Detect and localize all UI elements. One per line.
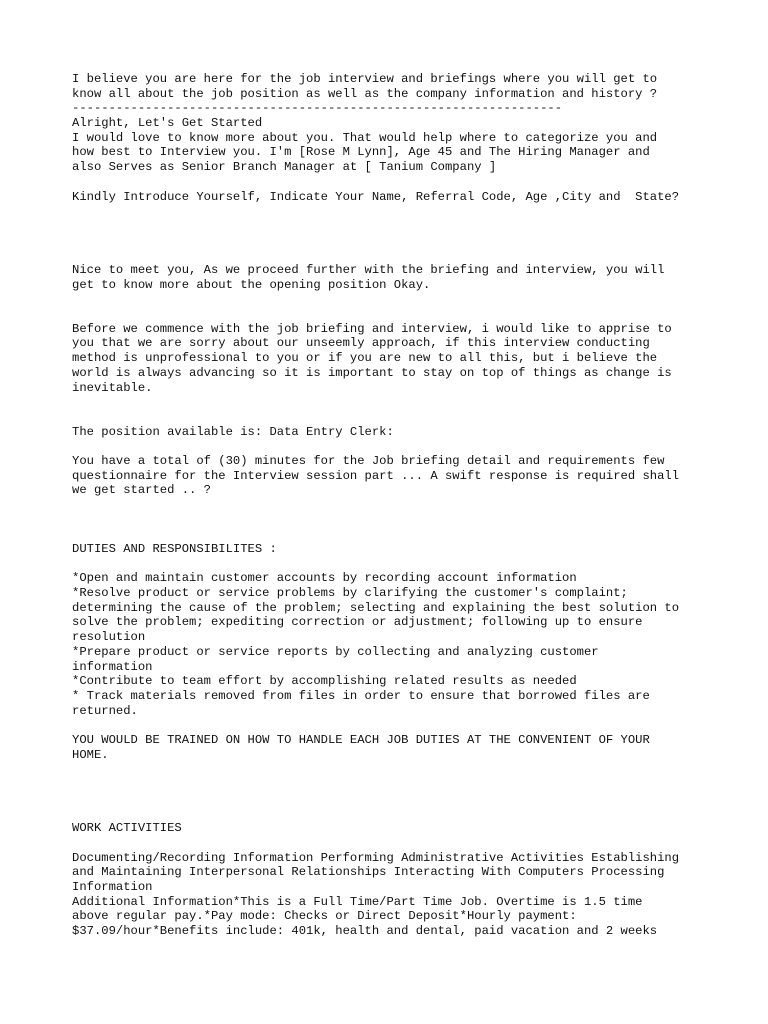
divider-line: ------------------------------------------------------------------- [72,101,563,116]
position-line: The position available is: Data Entry Clerk: [72,424,394,439]
work-line: Additional Information*This is a Full Time/Part Time Job. Overtime is 1.5 time [72,894,643,909]
apology-section [72,322,712,395]
apology-line: Before we commence with the job briefing and interview, i would like to apprise to [72,321,672,336]
duties-section [72,542,712,718]
meet-section [72,263,712,292]
training-line: HOME. [72,747,109,762]
work-line: $37.09/hour*Benefits include: 401k, health and dental, paid vacation and 2 weeks [72,923,658,938]
about-line: I would love to know more about you. That would help where to categorize you and [72,130,658,145]
apology-line: you that we are sorry about our unseemly approach, if this interview conducting [72,336,650,351]
duty-line: *Prepare product or service reports by collecting and analyzing customer [72,644,599,659]
training-line: YOU WOULD BE TRAINED ON HOW TO HANDLE EACH JOB DUTIES AT THE CONVENIENT OF YOUR [72,732,650,747]
work-line: and Maintaining Interpersonal Relationships Interacting With Computers Processing [72,865,665,880]
work-line: Documenting/Recording Information Performing Administrative Activities Establishing [72,850,680,865]
document-page [72,72,712,939]
apology-line: method is unprofessional to you or if you are new to all this, but i believe the [72,351,658,366]
duty-line: information [72,659,153,674]
about-line: also Serves as Senior Branch Manager at [ Tanium Company ] [72,160,497,175]
duty-line: * Track materials removed from files in order to ensure that borrowed files are [72,688,650,703]
duty-line: resolution [72,630,146,645]
work-heading: WORK ACTIVITIES [72,821,182,836]
duties-heading: DUTIES AND RESPONSIBILITES : [72,542,277,557]
apology-line: inevitable. [72,380,153,395]
duty-line: solve the problem; expediting correction or adjustment; following up to ensure [72,615,643,630]
work-line: above regular pay.*Pay mode: Checks or Direct Deposit*Hourly payment: [72,909,577,924]
duty-line: *Contribute to team effort by accomplishing related results as needed [72,674,577,689]
time-section [72,454,712,498]
work-line: Information [72,879,153,894]
duty-line: returned. [72,703,138,718]
duty-line: *Open and maintain customer accounts by recording account information [72,571,577,586]
time-line: You have a total of (30) minutes for the Job briefing detail and requirements few [72,453,665,468]
duty-line: *Resolve product or service problems by clarifying the customer's complaint; [72,586,628,601]
start-line: Alright, Let's Get Started [72,116,263,131]
apology-line: world is always advancing so it is important to stay on top of things as change is [72,365,672,380]
introduce-request: Kindly Introduce Yourself, Indicate Your Name, Referral Code, Age ,City and State? [72,189,680,204]
about-line: how best to Interview you. I'm [Rose M Lynn], Age 45 and The Hiring Manager and [72,145,650,160]
intro-line: I believe you are here for the job interview and briefings where you will get to [72,72,658,86]
training-section [72,733,712,762]
time-line: we get started .. ? [72,483,211,498]
duty-line: determining the cause of the problem; selecting and explaining the best solution to [72,600,680,615]
meet-line: get to know more about the opening position Okay. [72,277,431,292]
intro-line: know all about the job position as well as the company information and history ? [72,86,658,101]
intro-section [72,72,712,204]
meet-line: Nice to meet you, As we proceed further with the briefing and interview, you will [72,262,665,277]
time-line: questionnaire for the Interview session part ... A swift response is required shall [72,468,680,483]
work-section [72,821,712,939]
